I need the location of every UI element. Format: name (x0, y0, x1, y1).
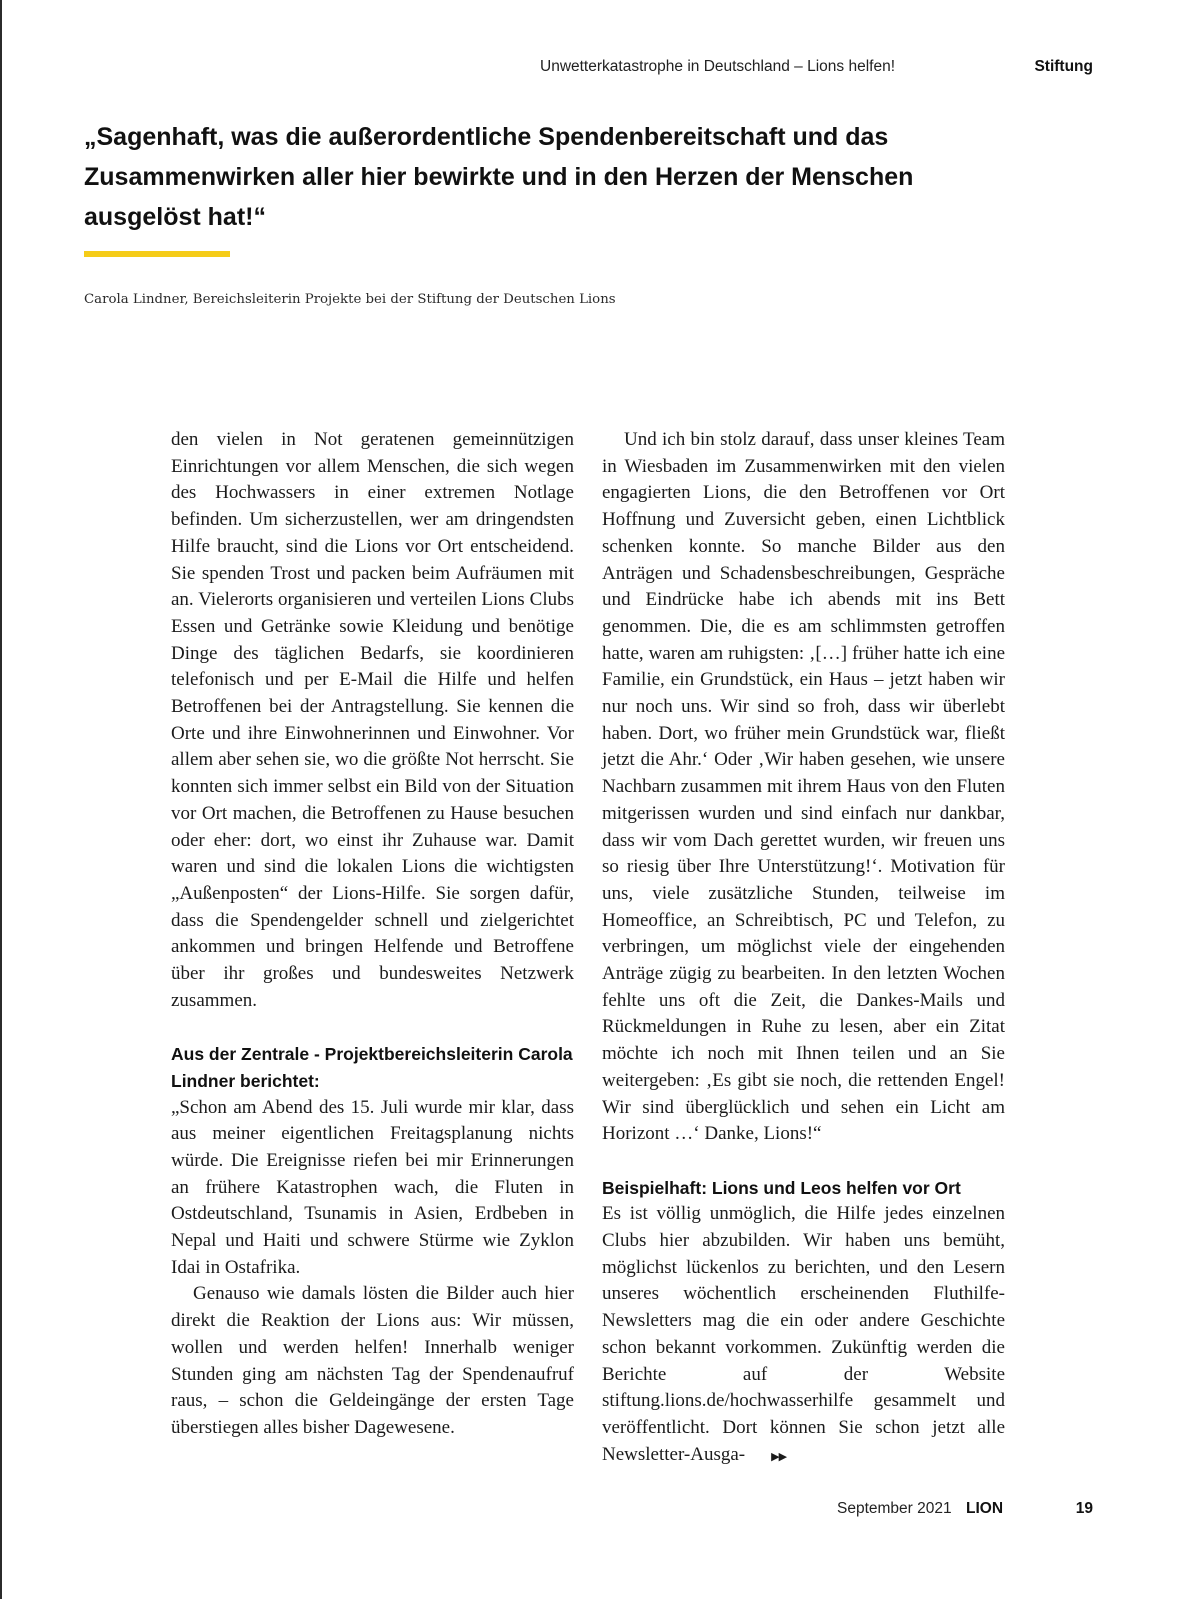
right-column (602, 427, 1005, 1470)
quote-attribution: Carola Lindner, Bereichsleiterin Projekte bei der Stiftung der Deutschen Lions (84, 292, 616, 307)
accent-rule (84, 251, 230, 257)
body-paragraph: Genauso wie damals lösten die Bilder auch hier direkt die Reaktion der Lions aus: Wir müssen, wollen und werden helfen! Innerhalb weniger Stunden ging am nächsten Tag der Spendenaufruf raus, – schon die Geldeingänge der ersten Tage überstiegen alles bisher Dagewesene. (171, 1283, 574, 1438)
continue-arrows-icon: ▶▶ (771, 1449, 787, 1463)
subheading: Aus der Zentrale - Projektbereichsleiterin Carola Lindner berichtet: (171, 1044, 573, 1091)
page-number: 19 (1075, 1500, 1093, 1517)
running-head: Unwetterkatastrophe in Deutschland – Lions helfen! (540, 58, 895, 75)
page-edge-line (0, 0, 2, 1599)
footer-date: September 2021 (837, 1500, 952, 1517)
left-column (171, 427, 574, 1442)
body-paragraph-text: Es ist völlig unmöglich, die Hilfe jedes einzelnen Clubs hier abzubilden. Wir haben uns bemüht, möglichst lückenlos zu berichten, und den Lesern unseres wöchentlich erscheinenden Fluthilfe-Newsletters mag die ein oder andere Geschichte schon bekannt vorkommen. Zukünftig werden die Berichte auf der Website stiftung.lions.de/hochwasserhilfe gesammelt und veröffentlicht. Dort können Sie schon jetzt alle Newsletter-Ausga- (602, 1203, 1005, 1465)
body-paragraph: den vielen in Not geratenen gemeinnützigen Einrichtungen vor allem Menschen, die sich wegen des Hochwassers in einer extremen Notlage befinden. Um sicherzustellen, wer am dringendsten Hilfe braucht, sind die Lions vor Ort entscheidend. Sie spenden Trost und packen beim Aufräumen mit an. Vielerorts organisieren und verteilen Lions Clubs Essen und Getränke sowie Kleidung und benötige Dinge des täglichen Bedarfs, sie koordinieren telefonisch und per E-Mail die Hilfe und helfen Betroffenen bei der Antragstellung. Sie kennen die Orte und ihre Einwohnerinnen und Einwohner. Vor allem aber sehen sie, wo die größte Not herrscht. Sie konnten sich immer selbst ein Bild von der Situation vor Ort machen, die Betroffenen zu Hause besuchen oder eher: dort, wo einst ihr Zuhause war. Damit waren und sind die lokalen Lions die wichtigsten „Außenposten“ der Lions-Hilfe. Sie sorgen dafür, dass die Spendengelder schnell und zielgerichtet ankommen und bringen Helfende und Betroffene über ihr großes und bundesweites Netzwerk zusammen. (171, 429, 574, 1011)
subheading: Beispielhaft: Lions und Leos helfen vor Ort (602, 1177, 961, 1198)
body-paragraph: Und ich bin stolz darauf, dass unser kleines Team in Wiesbaden im Zusammenwirken mit den vielen engagierten Lions, die den Betroffenen vor Ort Hoffnung und Zuversicht geben, einen Lichtblick schenken konnte. So manche Bilder aus den Anträgen und Schadensbeschreibungen, Gespräche und Eindrücke habe ich abends mit ins Bett genommen. Die, die es am schlimmsten getroffen hatte, waren am ruhigsten: ‚[…] früher hatte ich eine Familie, ein Grundstück, ein Haus – jetzt haben wir nur noch uns. Wir sind so froh, dass wir überlebt haben. Dort, wo früher mein Grundstück war, fließt jetzt die Ahr.‘ Oder ‚Wir haben gesehen, wie unsere Nachbarn zusammen mit ihrem Haus von den Fluten mitgerissen wurden und sind einfach nur dankbar, dass wir vom Dach gerettet wurden, wir freuen uns so riesig über Ihre Unterstützung!‘. Motivation für uns, viele zusätzliche Stunden, teilweise im Homeoffice, an Schreibtisch, PC und Telefon, zu verbringen, um möglichst viele der eingehenden Anträge zügig zu bearbeiten. In den letzten Wochen fehlte uns oft die Zeit, die Dankes-Mails und Rückmeldungen in Ruhe zu lesen, aber ein Zitat möchte ich noch mit Ihnen teilen und an Sie weitergeben: ‚Es gibt sie noch, die rettenden Engel! Wir sind überglücklich und sehen ein Licht am Horizont …‘ Danke, Lions!“ (602, 429, 1005, 1145)
body-paragraph (602, 1201, 1005, 1470)
section-label: Stiftung (1034, 58, 1093, 75)
body-paragraph: „Schon am Abend des 15. Juli wurde mir klar, dass aus meiner eigentlichen Freitagsplanung nichts würde. Die Ereignisse riefen bei mir Erinnerungen an frühere Katastrophen wach, die Fluten in Ostdeutschland, Tsunamis in Asien, Erdbeben in Nepal und Haiti und schwere Stürme wie Zyklon Idai in Ostafrika. (171, 1096, 574, 1278)
pull-quote: „Sagenhaft, was die außerordentliche Spendenbereitschaft und das Zusammenwirken aller hier bewirkte und in den Herzen der Menschen ausgelöst hat!“ (84, 123, 914, 231)
footer-magazine: LION (966, 1500, 1004, 1517)
